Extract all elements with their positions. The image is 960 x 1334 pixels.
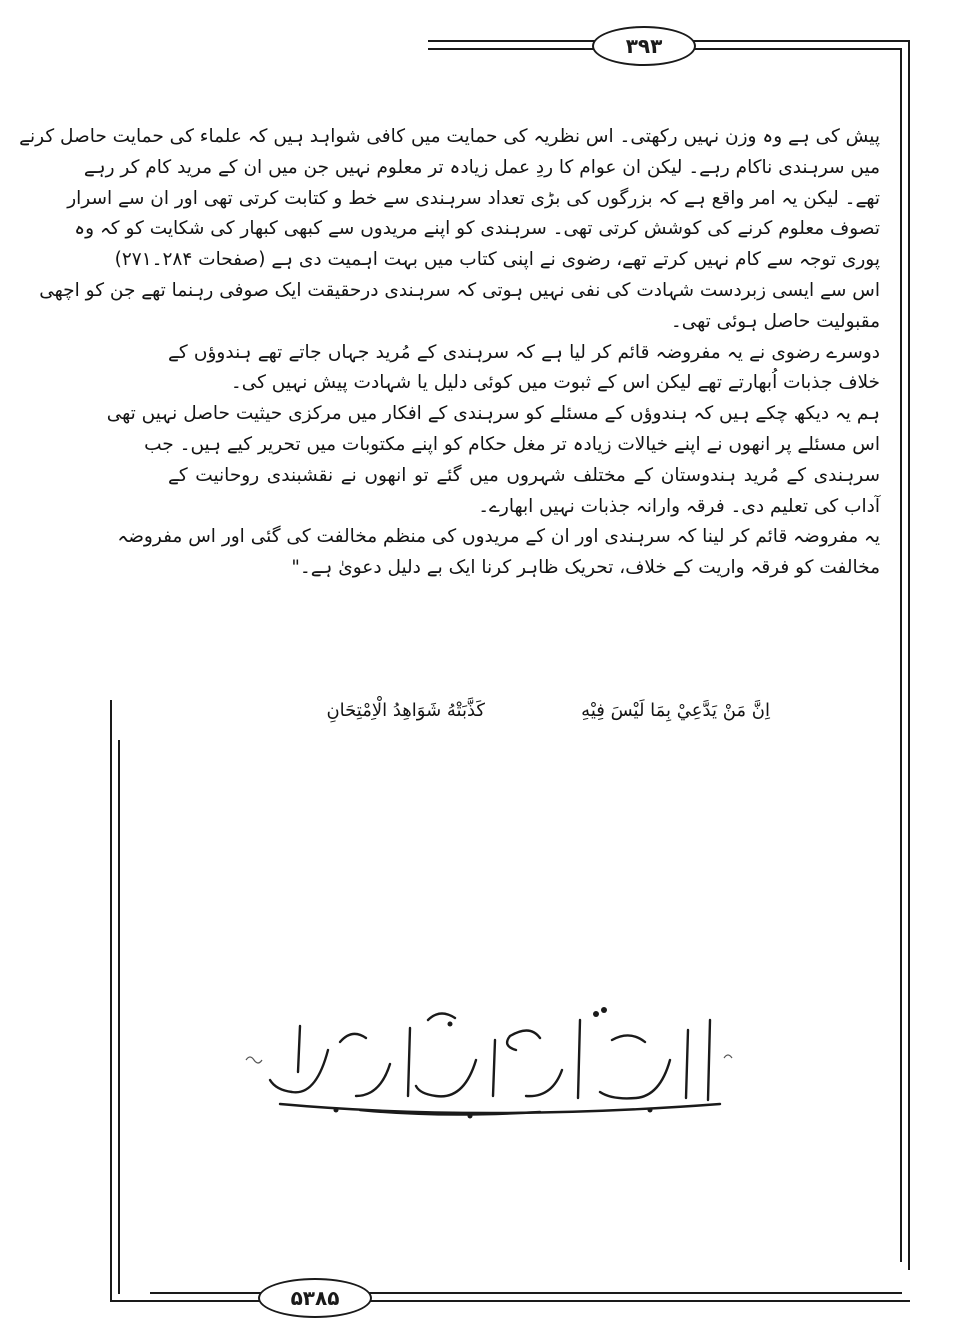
body-line: مخالفت کو فرقہ واریت کے خلاف، تحریک ظاہر کرنا ایک بے دلیل دعویٰ ہے۔" [291, 557, 880, 579]
body-line: تھے۔ لیکن یہ امر واقع ہے کہ بزرگوں کی بڑی تعداد سرہندی سے خط و کتابت کرتی تھی اور ان سے اسرار [67, 187, 880, 209]
body-line: یہ مفروضہ قائم کر لینا کہ سرہندی اور ان کے مریدوں کی منظم مخالفت کی گئی اور اس مفروضہ [117, 526, 880, 548]
body-line: میں سرہندی ناکام رہے۔ لیکن ان عوام کا ردِ عمل زیادہ تر معلوم نہیں جن میں ان کے مرید کام کر رہے [83, 156, 880, 178]
body-line: اس مسئلے پر انھوں نے اپنے خیالات زیادہ تر مغل حکام کو اپنے مکتوبات میں تحریر کیے ہیں۔ جب [144, 433, 880, 455]
page-number-top-text: ۳۹۳ [625, 34, 663, 58]
body-line: پوری توجہ سے کام نہیں کرتے تھے، رضوی نے اپنی کتاب میں بہت اہمیت دی ہے (صفحات ۲۸۴۔۲۷۱) [114, 249, 880, 271]
frame-left-line-outer [110, 700, 112, 1302]
frame-left-line-inner [118, 740, 120, 1294]
verse-right: اِنَّ مَنْ يَدَّعِيْ بِمَا لَيْسَ فِيْهِ [581, 700, 770, 721]
body-line: پیش کی ہے وہ وزن نہیں رکھتی۔ اس نظریہ کی حمایت میں کافی شواہد ہیں کہ علماء کی حمایت حاصل کرنے [19, 126, 880, 147]
body-line: خلاف جذبات اُبھارتے تھے لیکن اس کے ثبوت میں کوئی دلیل یا شہادت پیش نہیں کی۔ [230, 372, 880, 394]
body-line: مقبولیت حاصل ہوئی تھی۔ [670, 310, 880, 332]
page-number-top [592, 26, 696, 66]
body-line: ہم یہ دیکھ چکے ہیں کہ ہندوؤں کے مسئلے کو سرہندی کے افکار میں مرکزی حیثیت حاصل نہیں تھی [106, 403, 880, 425]
frame-left-join [110, 1300, 150, 1302]
body-line: سرہندی کے مُرید ہندوستان کے مختلف شہروں میں گئے تو انھوں نے نقشبندی روحانیت کے [168, 464, 880, 486]
page-number-bottom [258, 1278, 372, 1318]
calligraphy-emblem [240, 1000, 740, 1130]
verse-left: كَذَّبَتْهُ شَوَاهِدُ الْاِمْتِحَانِ [326, 700, 485, 721]
frame-right-line-outer [908, 40, 910, 1270]
body-line: تصوف معلوم کرنے کی کوشش کرتی تھی۔ سرہندی کو اپنے مریدوں سے کبھی کبھار کی شکایت کو کہ وہ [74, 218, 880, 240]
body-line: آداب کی تعلیم دی۔ فرقہ وارانہ جذبات نہیں ابھارے۔ [478, 495, 880, 517]
frame-right-line-inner [900, 48, 902, 1262]
body-line: دوسرے رضوی نے یہ مفروضہ قائم کر لیا ہے کہ سرہندی کے مُرید جہاں جاتے تھے ہندوؤں کے [168, 341, 880, 363]
page-number-bottom-text: ۵۳۸۵ [290, 1286, 340, 1310]
body-line: اس سے ایسی زبردست شہادت کی نفی نہیں ہوتی کہ سرہندی درحقیقت ایک صوفی رہنما تھے جن کو اچھی [39, 279, 880, 301]
body-text [19, 122, 880, 584]
